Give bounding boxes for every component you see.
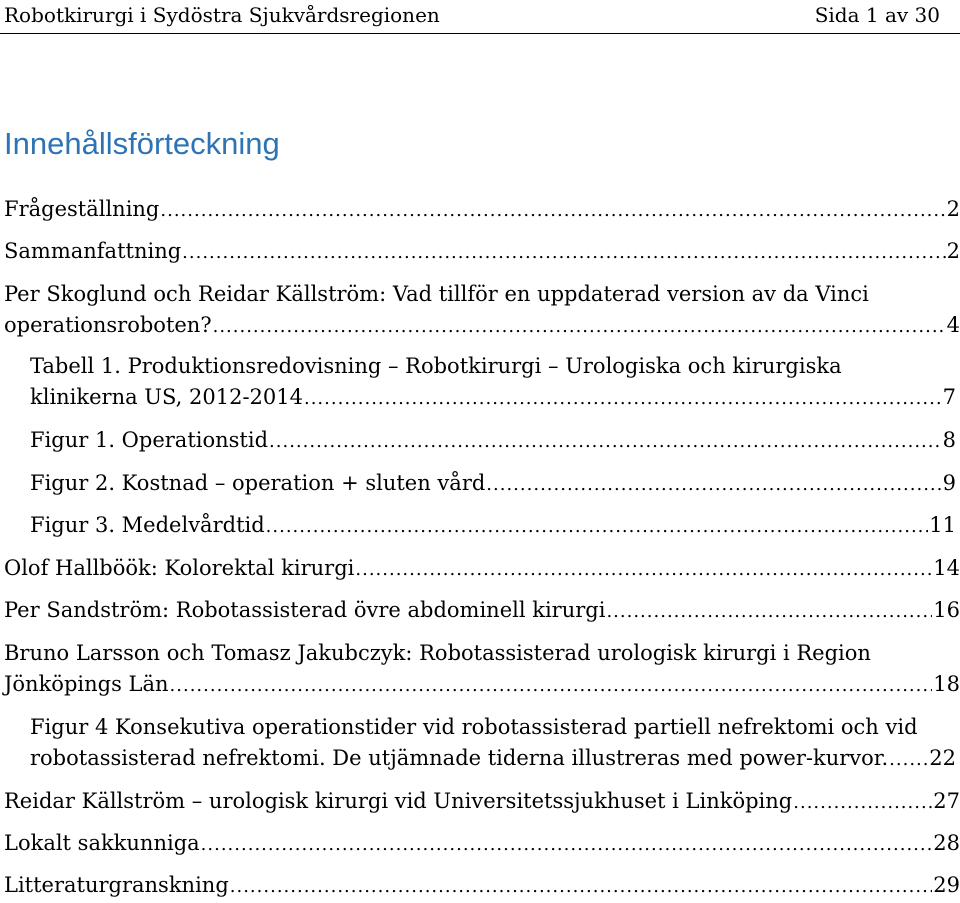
toc-heading: Innehållsförteckning xyxy=(4,126,280,161)
toc-entry-page: 9 xyxy=(942,471,956,495)
toc-entry-title: Figur 1. Operationstid xyxy=(30,428,269,452)
toc-leader-dots xyxy=(486,471,941,498)
toc-leader-dots xyxy=(793,789,932,816)
toc-entry-page: 7 xyxy=(942,385,956,409)
toc-leader-dots xyxy=(266,513,929,540)
toc-entry[interactable] xyxy=(0,872,960,900)
toc-entry-title-line1: Bruno Larsson och Tomasz Jakubczyk: Robotassisterad urologisk kirurgi i Region xyxy=(4,641,871,665)
toc-entry-page: 18 xyxy=(933,672,960,696)
toc-leader-dots xyxy=(269,428,942,455)
toc-entry-title: Figur 3. Medelvårdtid xyxy=(30,513,265,537)
toc-entry-page: 16 xyxy=(933,598,960,622)
toc-entry-title: Lokalt sakkunniga xyxy=(4,831,200,855)
toc-entry-title: klinikerna US, 2012-2014 xyxy=(30,385,303,409)
toc-entry[interactable] xyxy=(0,353,956,412)
toc-leader-dots xyxy=(170,672,933,699)
toc-entry-page: 2 xyxy=(946,197,960,221)
toc-entry[interactable] xyxy=(0,512,956,540)
toc-entry-page: 14 xyxy=(933,556,960,580)
toc-entry-title: Jönköpings Län xyxy=(4,672,169,696)
toc-leader-dots xyxy=(355,556,932,583)
toc-leader-dots xyxy=(304,385,942,412)
toc-entry-title-line1: Figur 4 Konsekutiva operationstider vid robotassisterad partiell nefrektomi och vid xyxy=(30,715,918,739)
toc-leader-dots xyxy=(889,746,928,773)
toc-entry[interactable] xyxy=(0,196,960,224)
toc-entry-title: Per Sandström: Robotassisterad övre abdominell kirurgi xyxy=(4,598,606,622)
toc-entry-page: 22 xyxy=(929,746,956,770)
toc-entry-title-line1: Tabell 1. Produktionsredovisning – Robotkirurgi – Urologiska och kirurgiska xyxy=(30,354,842,378)
toc-entry[interactable] xyxy=(0,555,960,583)
toc-leader-dots xyxy=(160,197,945,224)
toc-leader-dots xyxy=(230,873,933,900)
toc-entry[interactable] xyxy=(0,427,956,455)
toc-entry[interactable] xyxy=(0,238,960,266)
toc-entry-title: operationsroboten? xyxy=(4,313,212,337)
toc-entry-title: Sammanfattning xyxy=(4,239,182,263)
toc-entry-title: Litteraturgranskning xyxy=(4,873,229,897)
toc-entry[interactable] xyxy=(0,830,960,858)
toc-entry-page: 29 xyxy=(933,873,960,897)
toc-leader-dots xyxy=(201,831,933,858)
toc-entry[interactable] xyxy=(0,788,960,816)
toc-entry-page: 8 xyxy=(942,428,956,452)
page-header xyxy=(0,0,960,34)
toc-entry[interactable] xyxy=(0,281,960,340)
toc-entry-title-line1: Per Skoglund och Reidar Källström: Vad tillför en uppdaterad version av da Vinci xyxy=(4,282,869,306)
toc-entry-title: Frågeställning xyxy=(4,197,160,221)
toc-entry[interactable] xyxy=(0,640,960,699)
toc-leader-dots xyxy=(213,313,946,340)
toc-entry[interactable] xyxy=(0,470,956,498)
toc-entry-title: Reidar Källström – urologisk kirurgi vid Universitetssjukhuset i Linköping xyxy=(4,789,793,813)
toc-entry-page: 2 xyxy=(946,239,960,263)
toc-entry-page: 28 xyxy=(933,831,960,855)
toc-leader-dots xyxy=(182,239,945,266)
toc-entry[interactable] xyxy=(0,714,956,773)
toc-entry-title: robotassisterad nefrektomi. De utjämnade tiderna illustreras med power-kurvor. xyxy=(30,746,889,770)
toc-entry-page: 27 xyxy=(933,789,960,813)
toc-entry-page: 11 xyxy=(929,513,956,537)
toc-entry-title: Olof Hallböök: Kolorektal kirurgi xyxy=(4,556,355,580)
toc-entry[interactable] xyxy=(0,597,960,625)
page-number-label: Sida 1 av 30 xyxy=(814,3,940,27)
document-title: Robotkirurgi i Sydöstra Sjukvårdsregionen xyxy=(4,3,440,27)
toc-entry-title: Figur 2. Kostnad – operation + sluten vård xyxy=(30,471,486,495)
toc-entry-page: 4 xyxy=(946,313,960,337)
toc-leader-dots xyxy=(606,598,932,625)
